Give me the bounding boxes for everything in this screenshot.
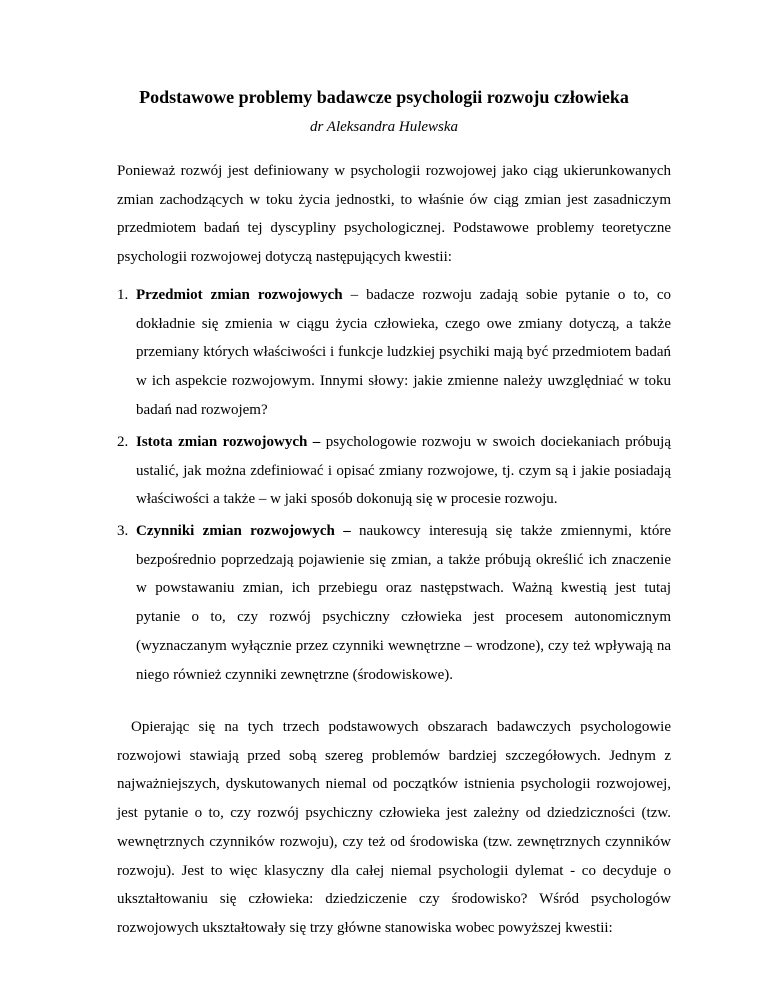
list-item-text: – badacze rozwoju zadają sobie pytanie o to, co dokładnie się zmienia w ciągu życia człowieka, czego owe zmiany dotyczą, a także przemiany których właściwości i funkcje ludzkiej psychiki mają być przedmiotem badań w ich aspekcie rozwojowym. Innymi słowy: jakie zmienne należy uwzględniać w toku badań nad rozwojem? [136, 287, 671, 418]
intro-paragraph: Ponieważ rozwój jest definiowany w psychologii rozwojowej jako ciąg ukierunkowanych zmian zachodzących w toku życia jednostki, to właśnie ów ciąg zmian jest zasadniczym przedmiotem badań tej dyscypliny psychologicznej. Podstawowe problemy teoretyczne psychologii rozwojowej dotyczą następujących kwestii: [117, 163, 671, 266]
document-author: dr Aleksandra Hulewska [309, 119, 459, 135]
list-item-body [136, 517, 671, 689]
list-item-title: Istota zmian rozwojowych – [136, 434, 321, 450]
list-item-text: naukowcy interesują się także zmiennymi, które bezpośrednio poprzedzają pojawienie się zmian, a także próbują określić ich znaczenie w powstawaniu zmian, ich przebiegu oraz następstwach. Ważną kwestią jest tutaj pytanie o to, czy rozwój psychiczny człowieka jest procesem autonomicznym (wyznaczanym wyłącznie przez czynniki wewnętrzne – wrodzone), czy też wpływają na niego również czynniki zewnętrzne (środowiskowe). [136, 523, 671, 683]
list-item-title: Przedmiot zmian rozwojowych [136, 287, 343, 303]
list-item-title: Czynniki zmian rozwojowych – [136, 523, 351, 539]
document-title: Podstawowe problemy badawcze psychologii rozwoju człowieka [139, 87, 629, 107]
list-item-number: 2. [117, 434, 129, 450]
list-item-number: 3. [117, 523, 129, 539]
list-item-text: psychologowie rozwoju w swoich dociekaniach próbują ustalić, jak można zdefiniować i opisać zmiany rozwojowe, tj. czym są i jakie posiadają właściwości a także – w jaki sposób dokonują się w procesie rozwoju. [136, 434, 671, 508]
list-item-body [136, 428, 671, 514]
list-item-body [136, 281, 671, 425]
list-item-number: 1. [117, 287, 129, 303]
closing-paragraph: Opierając się na tych trzech podstawowych obszarach badawczych psychologowie rozwojowi stawiają przed sobą szereg problemów bardziej szczegółowych. Jednym z najważniejszych, dyskutowanych niemal od początków istnienia psychologii rozwojowej, jest pytanie o to, czy rozwój psychiczny człowieka jest zależny od dziedziczności (tzw. wewnętrznych czynników rozwoju), czy też od środowiska (tzw. zewnętrznych czynników rozwoju). Jest to więc klasyczny dla całej niemal psychologii dylemat - co decyduje o ukształtowaniu się człowieka: dziedziczenie czy środowisko? Wśród psychologów rozwojowych ukształtowały się trzy główne stanowiska wobec powyższej kwestii: [117, 719, 671, 936]
